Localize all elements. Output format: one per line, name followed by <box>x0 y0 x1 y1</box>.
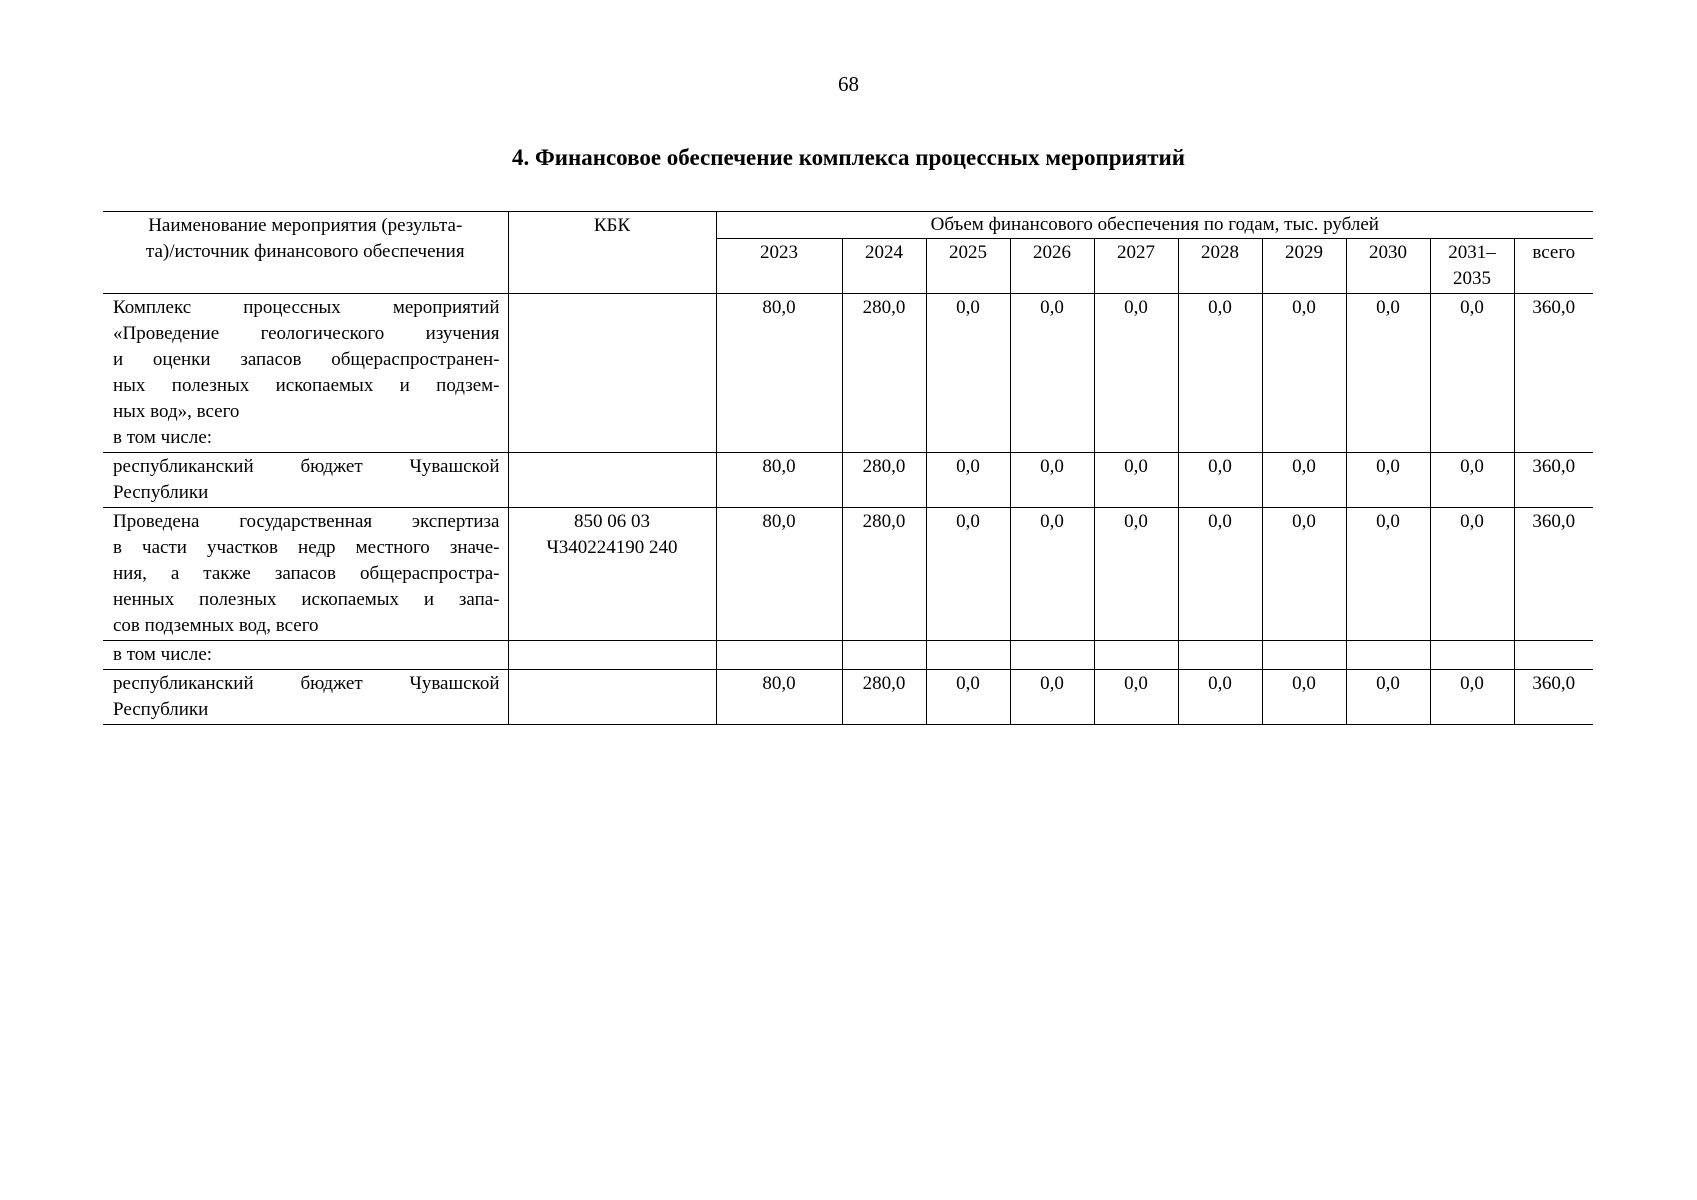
row-name-line: Проведена государственная экспертиза <box>113 511 500 532</box>
cell-value: 0,0 <box>926 670 1010 725</box>
header-name-line: Наименование мероприятия (результа- <box>148 215 463 236</box>
cell-value: 280,0 <box>842 508 926 641</box>
header-year-line: 2031– <box>1448 242 1496 263</box>
cell-value: 80,0 <box>716 670 842 725</box>
row-kbk-line: Ч340224190 240 <box>546 537 678 558</box>
header-name-line: та)/источник финансового обеспечения <box>145 241 465 262</box>
cell-value: 0,0 <box>1094 453 1178 508</box>
header-year: 2027 <box>1094 239 1178 294</box>
cell-total <box>1514 641 1593 670</box>
cell-total: 360,0 <box>1514 453 1593 508</box>
cell-value <box>1178 641 1262 670</box>
header-year: 2028 <box>1178 239 1262 294</box>
cell-total: 360,0 <box>1514 670 1593 725</box>
cell-value: 0,0 <box>1094 508 1178 641</box>
cell-value: 0,0 <box>1430 508 1514 641</box>
row-name-line: Комплекс процессных мероприятий <box>113 297 500 318</box>
cell-value: 0,0 <box>1430 294 1514 453</box>
cell-value: 0,0 <box>926 508 1010 641</box>
cell-value: 0,0 <box>1430 670 1514 725</box>
row-kbk <box>508 670 716 725</box>
row-kbk <box>508 294 716 453</box>
cell-value: 0,0 <box>1010 453 1094 508</box>
row-kbk <box>508 453 716 508</box>
header-year: 2025 <box>926 239 1010 294</box>
row-name <box>103 508 508 641</box>
cell-value: 0,0 <box>1010 508 1094 641</box>
cell-value: 0,0 <box>1346 670 1430 725</box>
cell-value: 0,0 <box>1262 670 1346 725</box>
row-name-line: сов подземных вод, всего <box>113 615 319 636</box>
cell-value: 0,0 <box>1262 453 1346 508</box>
cell-value: 0,0 <box>1178 670 1262 725</box>
header-total: всего <box>1514 239 1593 294</box>
row-name-line: в части участков недр местного значе- <box>113 537 500 558</box>
cell-value: 0,0 <box>1262 508 1346 641</box>
cell-value: 0,0 <box>1262 294 1346 453</box>
header-year: 2023 <box>716 239 842 294</box>
row-name-line: «Проведение геологического изучения <box>113 323 500 344</box>
row-name-line: в том числе: <box>113 644 213 665</box>
cell-value <box>1346 641 1430 670</box>
cell-value: 0,0 <box>1010 670 1094 725</box>
header-year-line: 2035 <box>1453 268 1491 289</box>
table-row <box>103 641 1593 670</box>
table-row <box>103 670 1593 725</box>
header-kbk: КБК <box>508 212 716 294</box>
row-name-line: ных вод», всего <box>113 401 240 422</box>
cell-value: 280,0 <box>842 453 926 508</box>
row-kbk <box>508 508 716 641</box>
table-row <box>103 294 1593 453</box>
cell-value: 0,0 <box>926 453 1010 508</box>
row-kbk-line: 850 06 03 <box>574 511 650 532</box>
header-volume: Объем финансового обеспечения по годам, тыс. рублей <box>716 212 1593 239</box>
cell-value: 0,0 <box>1430 453 1514 508</box>
cell-value <box>926 641 1010 670</box>
row-name-line: республиканский бюджет Чувашской <box>113 673 500 694</box>
table-row <box>103 453 1593 508</box>
header-name <box>103 212 508 294</box>
cell-value: 0,0 <box>1094 294 1178 453</box>
cell-value: 80,0 <box>716 294 842 453</box>
row-name-line: в том числе: <box>113 427 213 448</box>
header-year: 2029 <box>1262 239 1346 294</box>
row-name-line: республиканский бюджет Чувашской <box>113 456 500 477</box>
cell-value: 0,0 <box>1346 453 1430 508</box>
row-name-line: ненных полезных ископаемых и запа- <box>113 589 500 610</box>
cell-value: 0,0 <box>1346 294 1430 453</box>
cell-value: 0,0 <box>1010 294 1094 453</box>
table-row <box>103 508 1593 641</box>
page-number: 68 <box>838 72 859 96</box>
cell-value: 0,0 <box>926 294 1010 453</box>
row-name-line: ния, а также запасов общераспростра- <box>113 563 500 584</box>
cell-value: 280,0 <box>842 670 926 725</box>
cell-total: 360,0 <box>1514 508 1593 641</box>
cell-value: 80,0 <box>716 508 842 641</box>
cell-value: 0,0 <box>1178 294 1262 453</box>
cell-value <box>1094 641 1178 670</box>
row-name-line: Республики <box>113 482 209 503</box>
header-year: 2024 <box>842 239 926 294</box>
cell-value: 0,0 <box>1178 508 1262 641</box>
cell-total: 360,0 <box>1514 294 1593 453</box>
cell-value: 280,0 <box>842 294 926 453</box>
cell-value <box>716 641 842 670</box>
row-name <box>103 294 508 453</box>
header-row-1 <box>103 212 1593 239</box>
financing-table <box>103 211 1593 725</box>
row-name-line: и оценки запасов общераспространен- <box>113 349 500 370</box>
cell-value: 0,0 <box>1094 670 1178 725</box>
row-name <box>103 641 508 670</box>
cell-value: 80,0 <box>716 453 842 508</box>
row-name <box>103 453 508 508</box>
cell-value <box>1430 641 1514 670</box>
section-title: 4. Финансовое обеспечение комплекса процессных мероприятий <box>511 145 1186 170</box>
row-kbk <box>508 641 716 670</box>
cell-value: 0,0 <box>1346 508 1430 641</box>
row-name <box>103 670 508 725</box>
header-year: 2026 <box>1010 239 1094 294</box>
cell-value: 0,0 <box>1178 453 1262 508</box>
header-year: 2030 <box>1346 239 1430 294</box>
cell-value <box>842 641 926 670</box>
cell-value <box>1010 641 1094 670</box>
cell-value <box>1262 641 1346 670</box>
header-year-2031-2035 <box>1430 239 1514 294</box>
row-name-line: ных полезных ископаемых и подзем- <box>113 375 500 396</box>
row-name-line: Республики <box>113 699 209 720</box>
